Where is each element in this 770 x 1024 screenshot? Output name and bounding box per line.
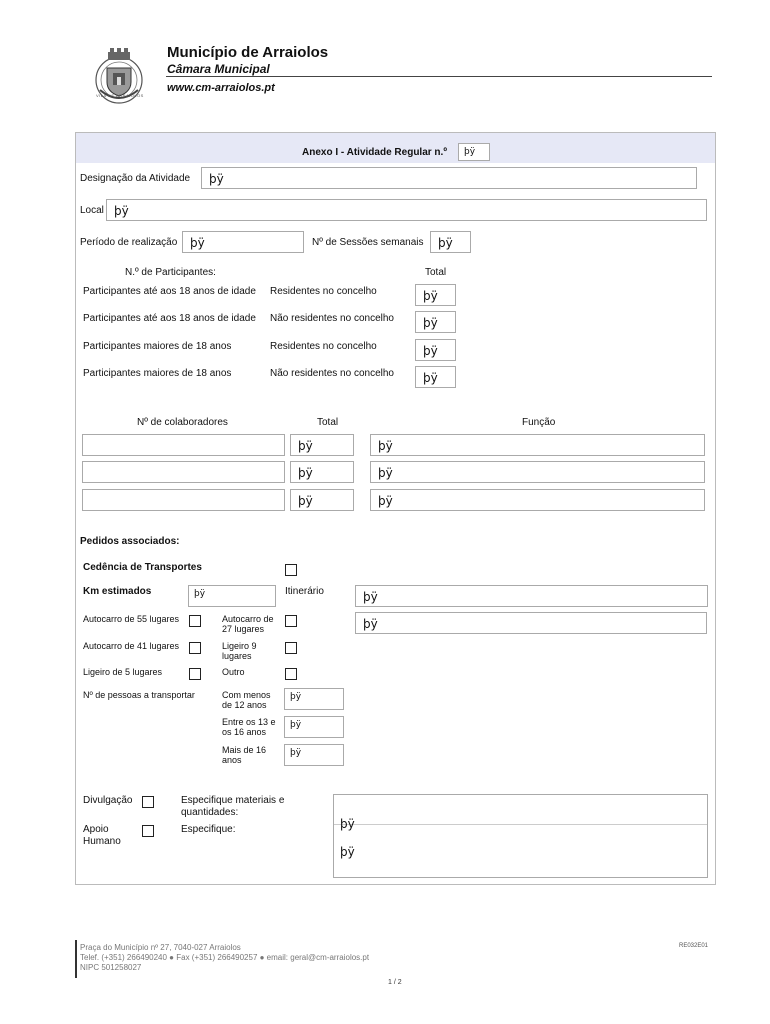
pedidos-heading: Pedidos associados: bbox=[80, 536, 180, 547]
participant-age-label: Participantes até aos 18 anos de idade bbox=[83, 313, 256, 324]
materiais-divider bbox=[334, 824, 707, 825]
menos12-label: Com menos de 12 anos bbox=[222, 690, 271, 711]
autocarro41-checkbox[interactable] bbox=[189, 642, 201, 654]
collaborator-total-field[interactable]: þÿ bbox=[290, 489, 354, 511]
municipality-title: Município de Arraiolos bbox=[167, 44, 329, 61]
entre13-16-label: Entre os 13 e os 16 anos bbox=[222, 717, 276, 738]
mais16-label: Mais de 16 anos bbox=[222, 745, 267, 766]
ligeiro5-label: Ligeiro de 5 lugares bbox=[83, 667, 163, 677]
sessoes-label: Nº de Sessões semanais bbox=[312, 237, 424, 248]
participant-age-label: Participantes maiores de 18 anos bbox=[83, 368, 232, 379]
ligeiro5-checkbox[interactable] bbox=[189, 668, 201, 680]
footer-rule bbox=[75, 940, 77, 978]
periodo-label: Período de realização bbox=[80, 237, 178, 248]
km-field[interactable]: þÿ bbox=[188, 585, 276, 607]
itinerario-field-1[interactable]: þÿ bbox=[355, 585, 708, 607]
transportes-label: Cedência de Transportes bbox=[83, 562, 202, 573]
apoio-humano-label: Apoio Humano bbox=[83, 824, 121, 847]
form-title: Anexo I - Atividade Regular n.º bbox=[302, 147, 447, 158]
participants-heading: N.º de Participantes: bbox=[125, 267, 216, 278]
especifique-label: Especifique: bbox=[181, 824, 236, 835]
designacao-label: Designação da Atividade bbox=[80, 173, 191, 184]
outro-label: Outro bbox=[222, 667, 245, 677]
autocarro41-label: Autocarro de 41 lugares bbox=[83, 641, 180, 651]
collaborator-funcao-field[interactable]: þÿ bbox=[370, 489, 705, 511]
collaborator-name-field[interactable] bbox=[82, 434, 285, 456]
ligeiro9-label: Ligeiro 9 lugares bbox=[222, 641, 257, 662]
participant-age-label: Participantes maiores de 18 anos bbox=[83, 341, 232, 352]
collaborator-total-field[interactable]: þÿ bbox=[290, 434, 354, 456]
autocarro27-label: Autocarro de 27 lugares bbox=[222, 614, 274, 635]
participant-total-field[interactable]: þÿ bbox=[415, 284, 456, 306]
km-label: Km estimados bbox=[83, 586, 152, 597]
participant-residence-label: Residentes no concelho bbox=[270, 341, 377, 352]
autocarro27-checkbox[interactable] bbox=[285, 615, 297, 627]
autocarro55-label: Autocarro de 55 lugares bbox=[83, 614, 180, 624]
municipality-subtitle: Câmara Municipal bbox=[167, 62, 270, 76]
especifique-value: þÿ bbox=[340, 845, 355, 859]
menos12-field[interactable]: þÿ bbox=[284, 688, 344, 710]
page-number: 1 / 2 bbox=[388, 979, 402, 986]
collaborator-name-field[interactable] bbox=[82, 489, 285, 511]
collaborators-heading: Nº de colaboradores bbox=[137, 417, 228, 428]
periodo-field[interactable]: þÿ bbox=[182, 231, 304, 253]
collaborators-funcao-heading: Função bbox=[522, 417, 556, 428]
divulgacao-checkbox[interactable] bbox=[142, 796, 154, 808]
header-divider bbox=[166, 76, 712, 77]
participant-residence-label: Não residentes no concelho bbox=[270, 368, 394, 379]
document-code: RE032E01 bbox=[679, 943, 709, 949]
transportes-checkbox[interactable] bbox=[285, 564, 297, 576]
collaborators-total-heading: Total bbox=[317, 417, 339, 428]
divulgacao-label: Divulgação bbox=[83, 795, 133, 806]
autocarro55-checkbox[interactable] bbox=[189, 615, 201, 627]
ligeiro9-checkbox[interactable] bbox=[285, 642, 297, 654]
activity-number-field[interactable]: þÿ bbox=[458, 143, 490, 161]
footer-contacts: Telef. (+351) 266490240 ● Fax (+351) 266490257 ● email: geral@cm-arraiolos.pt bbox=[80, 953, 370, 962]
participant-total-field[interactable]: þÿ bbox=[415, 311, 456, 333]
entre13-16-field[interactable]: þÿ bbox=[284, 716, 344, 738]
pessoas-label: Nº de pessoas a transportar bbox=[83, 690, 195, 700]
footer-nipc: NIPC 501258027 bbox=[80, 963, 142, 972]
participant-total-field[interactable]: þÿ bbox=[415, 339, 456, 361]
collaborator-name-field[interactable] bbox=[82, 461, 285, 483]
crest-caption: VILA DE ARRAIOLOS bbox=[96, 93, 144, 98]
itinerario-label: Itinerário bbox=[285, 586, 324, 597]
collaborator-funcao-field[interactable]: þÿ bbox=[370, 434, 705, 456]
apoio-humano-checkbox[interactable] bbox=[142, 825, 154, 837]
mais16-field[interactable]: þÿ bbox=[284, 744, 344, 766]
local-label: Local bbox=[80, 205, 104, 216]
outro-checkbox[interactable] bbox=[285, 668, 297, 680]
materiais-textarea[interactable] bbox=[333, 794, 708, 878]
designacao-field[interactable]: þÿ bbox=[201, 167, 697, 189]
collaborator-funcao-field[interactable]: þÿ bbox=[370, 461, 705, 483]
participant-age-label: Participantes até aos 18 anos de idade bbox=[83, 286, 256, 297]
participant-total-field[interactable]: þÿ bbox=[415, 366, 456, 388]
especifique-materiais-label: Especifique materiais e quantidades: bbox=[181, 795, 285, 818]
itinerario-field-2[interactable]: þÿ bbox=[355, 612, 707, 634]
website-link[interactable]: www.cm-arraiolos.pt bbox=[167, 82, 275, 94]
materiais-value: þÿ bbox=[340, 817, 355, 831]
local-field[interactable]: þÿ bbox=[106, 199, 707, 221]
participants-total-heading: Total bbox=[425, 267, 447, 278]
participant-residence-label: Não residentes no concelho bbox=[270, 313, 394, 324]
sessoes-field[interactable]: þÿ bbox=[430, 231, 471, 253]
footer-address: Praça do Município nº 27, 7040-027 Arraiolos bbox=[80, 943, 241, 952]
participant-residence-label: Residentes no concelho bbox=[270, 286, 377, 297]
collaborator-total-field[interactable]: þÿ bbox=[290, 461, 354, 483]
